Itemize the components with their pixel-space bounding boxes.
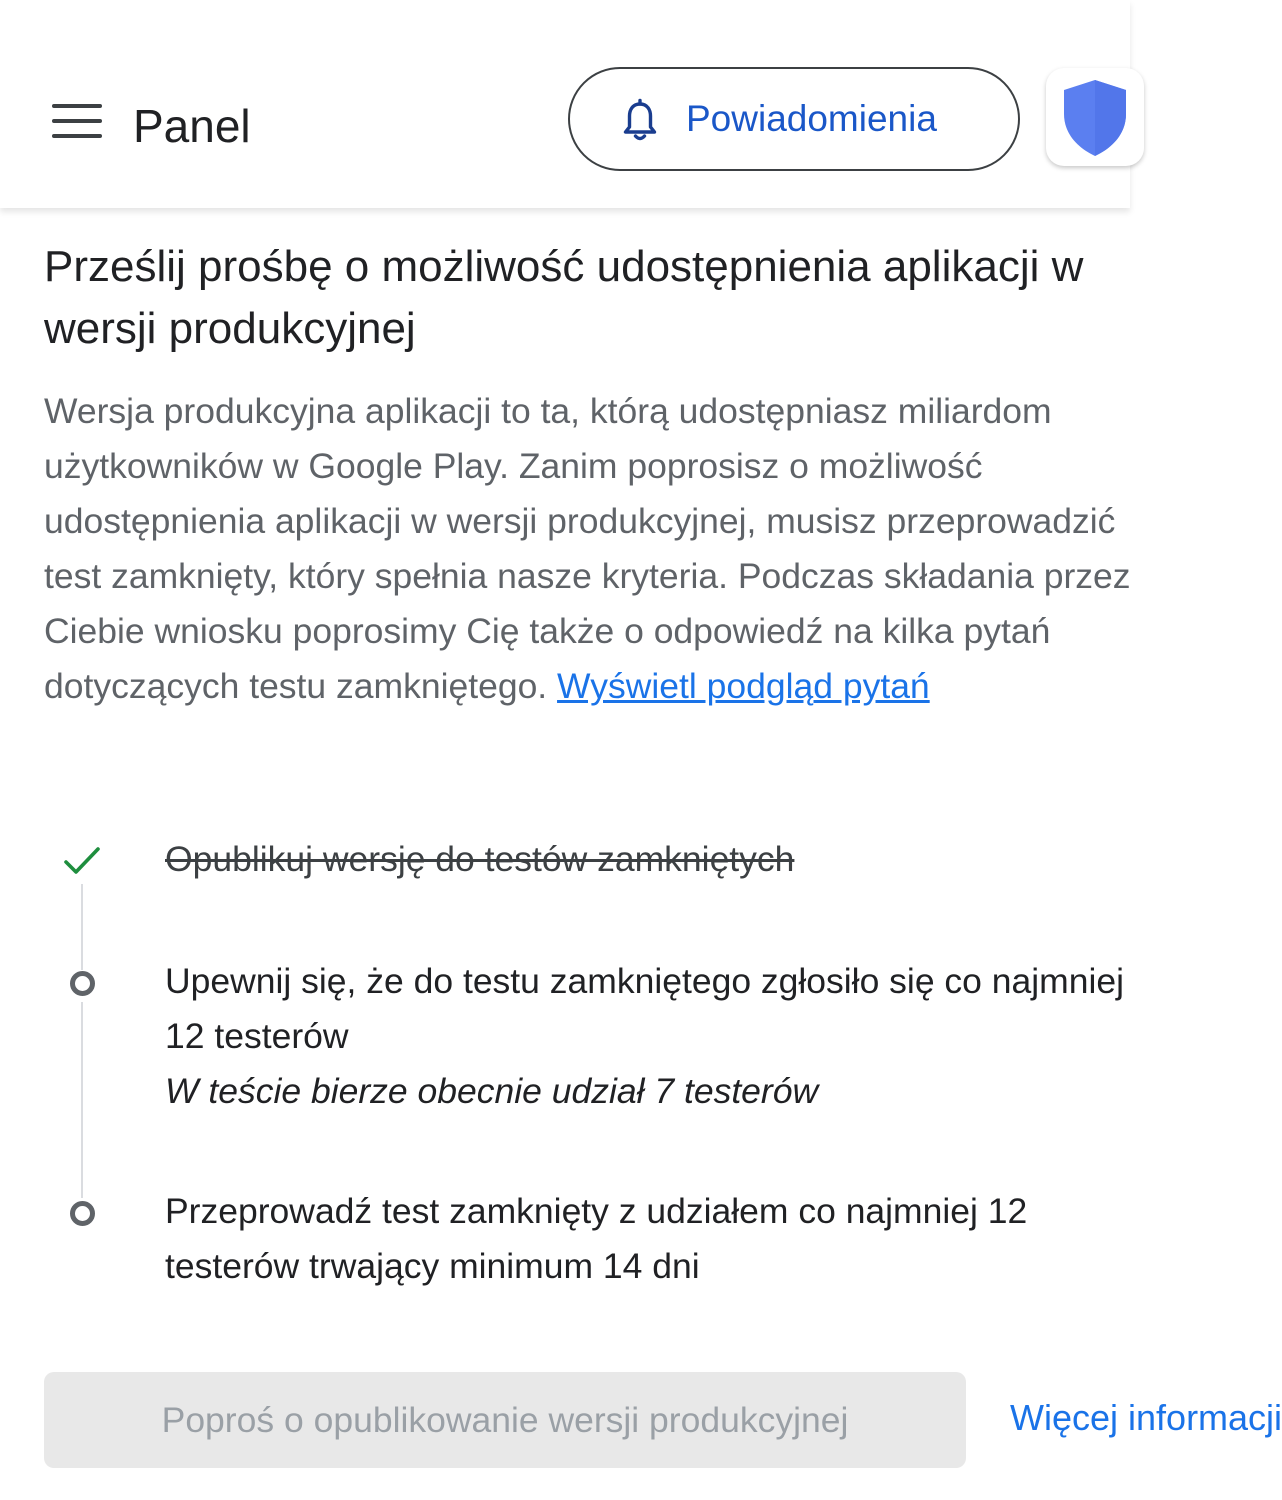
step-connector	[81, 884, 83, 970]
preview-questions-link[interactable]: Wyświetl podgląd pytań	[557, 666, 930, 706]
circle-icon	[70, 971, 95, 996]
step-publish-closed-test: Opublikuj wersję do testów zamkniętych	[165, 839, 795, 879]
description-text: Wersja produkcyjna aplikacji to ta, którą udostępniasz miliardom użytkowników w Google Play. Zanim poprosisz o możliwość udostępnienia aplikacji w wersji produkcyjnej, musisz przeprowadzić test zamknięty, który spełnia nasze kryteria. Podczas składania przez Ciebie wniosku poprosimy Cię także o odpowiedź na kilka pytań dotyczących testu zamkniętego.	[44, 391, 1131, 706]
shield-icon	[1060, 76, 1130, 158]
notifications-label: Powiadomienia	[686, 98, 937, 139]
shield-button[interactable]	[1046, 68, 1144, 166]
step-connector	[81, 1002, 83, 1198]
app-title: Panel	[133, 100, 251, 152]
circle-icon	[70, 1201, 95, 1226]
step-testers-text: Upewnij się, że do testu zamkniętego zgłosiło się co najmniej 12 testerów	[165, 961, 1124, 1056]
checkmark-icon	[62, 844, 102, 878]
page-heading: Prześlij prośbę o możliwość udostępnienia aplikacji w wersji produkcyjnej	[44, 242, 1084, 353]
description-paragraph	[44, 384, 1154, 714]
notifications-button[interactable]	[568, 67, 1020, 171]
bell-icon	[620, 99, 660, 143]
hamburger-menu-icon[interactable]	[52, 104, 102, 138]
step-run-closed-test: Przeprowadź test zamknięty z udziałem co najmniej 12 testerów trwający minimum 14 dni	[165, 1191, 1028, 1286]
more-info-link[interactable]: Więcej informacji	[1010, 1397, 1282, 1438]
step-testers-status: W teście bierze obecnie udział 7 testerów	[165, 1071, 819, 1111]
request-production-button[interactable]: Poproś o opublikowanie wersji produkcyjnej	[44, 1372, 966, 1468]
top-app-bar	[0, 0, 1130, 208]
step-testers-count	[165, 954, 1125, 1119]
